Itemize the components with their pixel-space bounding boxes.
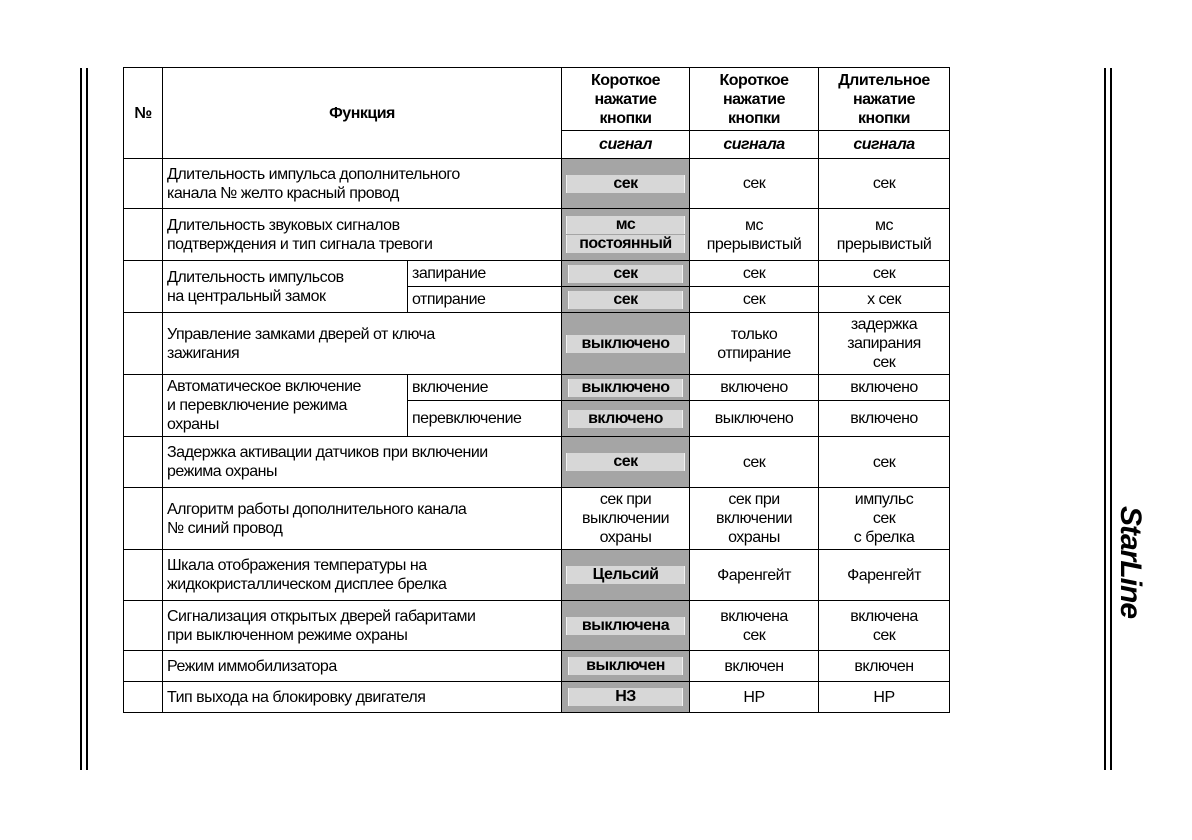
value-cell-3: импульс сек с брелка (819, 488, 950, 550)
row-subfunction: включение (408, 375, 562, 401)
default-value-cell (562, 682, 690, 713)
row-subfunction: перевключение (408, 401, 562, 437)
row-number (124, 209, 163, 261)
value-cell-2: включена сек (690, 601, 819, 651)
row-function: Автоматическое включение и перевключение режима охраны (163, 375, 408, 437)
value-cell-3: мс прерывистый (819, 209, 950, 261)
default-value: сек (568, 291, 683, 309)
default-value-cell (562, 261, 690, 287)
value-cell-3: включен (819, 651, 950, 682)
value-cell-3: включено (819, 401, 950, 437)
row-number (124, 682, 163, 713)
right-margin-rule (1104, 68, 1106, 770)
default-value-cell (562, 209, 690, 261)
row-number (124, 437, 163, 488)
row-function: Шкала отображения температуры на жидкокристаллическом дисплее брелка (163, 550, 562, 601)
table-row (124, 313, 950, 375)
default-value-cell (562, 437, 690, 488)
value-cell-2: сек при включении охраны (690, 488, 819, 550)
table-header-row (124, 68, 950, 131)
value-cell-2: Фаренгейт (690, 550, 819, 601)
row-number (124, 550, 163, 601)
default-value-cell (562, 401, 690, 437)
default-value-cell (562, 159, 690, 209)
header-signal-2: сигнала (690, 131, 819, 159)
row-function: Длительность импульсов на центральный замок (163, 261, 408, 313)
starline-logo-text: StarLine (1114, 505, 1147, 619)
row-number (124, 601, 163, 651)
starline-logo (1095, 498, 1165, 626)
default-value: постоянный (566, 235, 685, 253)
value-cell-2: сек (690, 261, 819, 287)
value-cell-2: сек (690, 159, 819, 209)
row-number (124, 651, 163, 682)
default-value: Цельсий (566, 566, 685, 584)
table-row (124, 159, 950, 209)
value-cell-2: включен (690, 651, 819, 682)
table-row (124, 651, 950, 682)
default-value: выключено (568, 379, 683, 397)
right-margin-rule (1110, 68, 1112, 770)
header-col-2: Короткое нажатие кнопки (690, 68, 819, 131)
default-value: мс (566, 216, 685, 234)
default-value: выключена (566, 617, 685, 635)
default-value: выключен (568, 657, 683, 675)
value-cell-2: НР (690, 682, 819, 713)
value-cell-3: задержка запирания сек (819, 313, 950, 375)
row-number (124, 159, 163, 209)
value-cell-2: выключено (690, 401, 819, 437)
row-number (124, 261, 163, 313)
value-cell-2: мс прерывистый (690, 209, 819, 261)
value-cell-3: включено (819, 375, 950, 401)
left-margin-rule (86, 68, 88, 770)
value-cell-2: сек (690, 287, 819, 313)
row-function: Управление замками дверей от ключа зажигания (163, 313, 562, 375)
table-row (124, 682, 950, 713)
row-function: Длительность импульса дополнительного канала № желто красный провод (163, 159, 562, 209)
default-value: НЗ (568, 688, 683, 706)
value-cell-2: включено (690, 375, 819, 401)
row-function: Длительность звуковых сигналов подтверждения и тип сигнала тревоги (163, 209, 562, 261)
header-number: № (124, 68, 163, 159)
default-value-cell (562, 313, 690, 375)
value-cell-2: только отпирание (690, 313, 819, 375)
header-signal-3: сигнала (819, 131, 950, 159)
programming-table (123, 67, 950, 713)
value-cell-2: сек (690, 437, 819, 488)
row-subfunction: отпирание (408, 287, 562, 313)
header-function: Функция (163, 68, 562, 159)
value-cell-3: х сек (819, 287, 950, 313)
table-row (124, 261, 950, 287)
default-value-cell (562, 651, 690, 682)
table-row (124, 550, 950, 601)
row-number (124, 313, 163, 375)
row-function: Сигнализация открытых дверей габаритами при выключенном режиме охраны (163, 601, 562, 651)
value-cell-3: сек (819, 159, 950, 209)
value-cell-3: сек (819, 437, 950, 488)
default-value: сек (568, 265, 683, 283)
row-function: Алгоритм работы дополнительного канала № синий провод (163, 488, 562, 550)
left-margin-rule (80, 68, 82, 770)
default-value-cell (562, 375, 690, 401)
table-row (124, 437, 950, 488)
default-value: сек (566, 453, 685, 471)
value-cell-3: сек (819, 261, 950, 287)
default-value: выключено (566, 335, 685, 353)
table-row (124, 601, 950, 651)
value-cell-1: сек при выключении охраны (562, 488, 690, 550)
value-cell-3: НР (819, 682, 950, 713)
value-cell-3: Фаренгейт (819, 550, 950, 601)
default-value-cell (562, 550, 690, 601)
table-row (124, 488, 950, 550)
table-row (124, 209, 950, 261)
default-value: сек (566, 175, 685, 193)
row-function: Режим иммобилизатора (163, 651, 562, 682)
row-function: Тип выхода на блокировку двигателя (163, 682, 562, 713)
header-signal-1: сигнал (562, 131, 690, 159)
default-value-cell (562, 287, 690, 313)
row-subfunction: запирание (408, 261, 562, 287)
header-col-1: Короткое нажатие кнопки (562, 68, 690, 131)
default-value: включено (568, 410, 683, 428)
row-function: Задержка активации датчиков при включении режима охраны (163, 437, 562, 488)
row-number (124, 375, 163, 437)
value-cell-3: включена сек (819, 601, 950, 651)
row-number (124, 488, 163, 550)
header-col-3: Длительное нажатие кнопки (819, 68, 950, 131)
table-row (124, 375, 950, 401)
default-value-cell (562, 601, 690, 651)
